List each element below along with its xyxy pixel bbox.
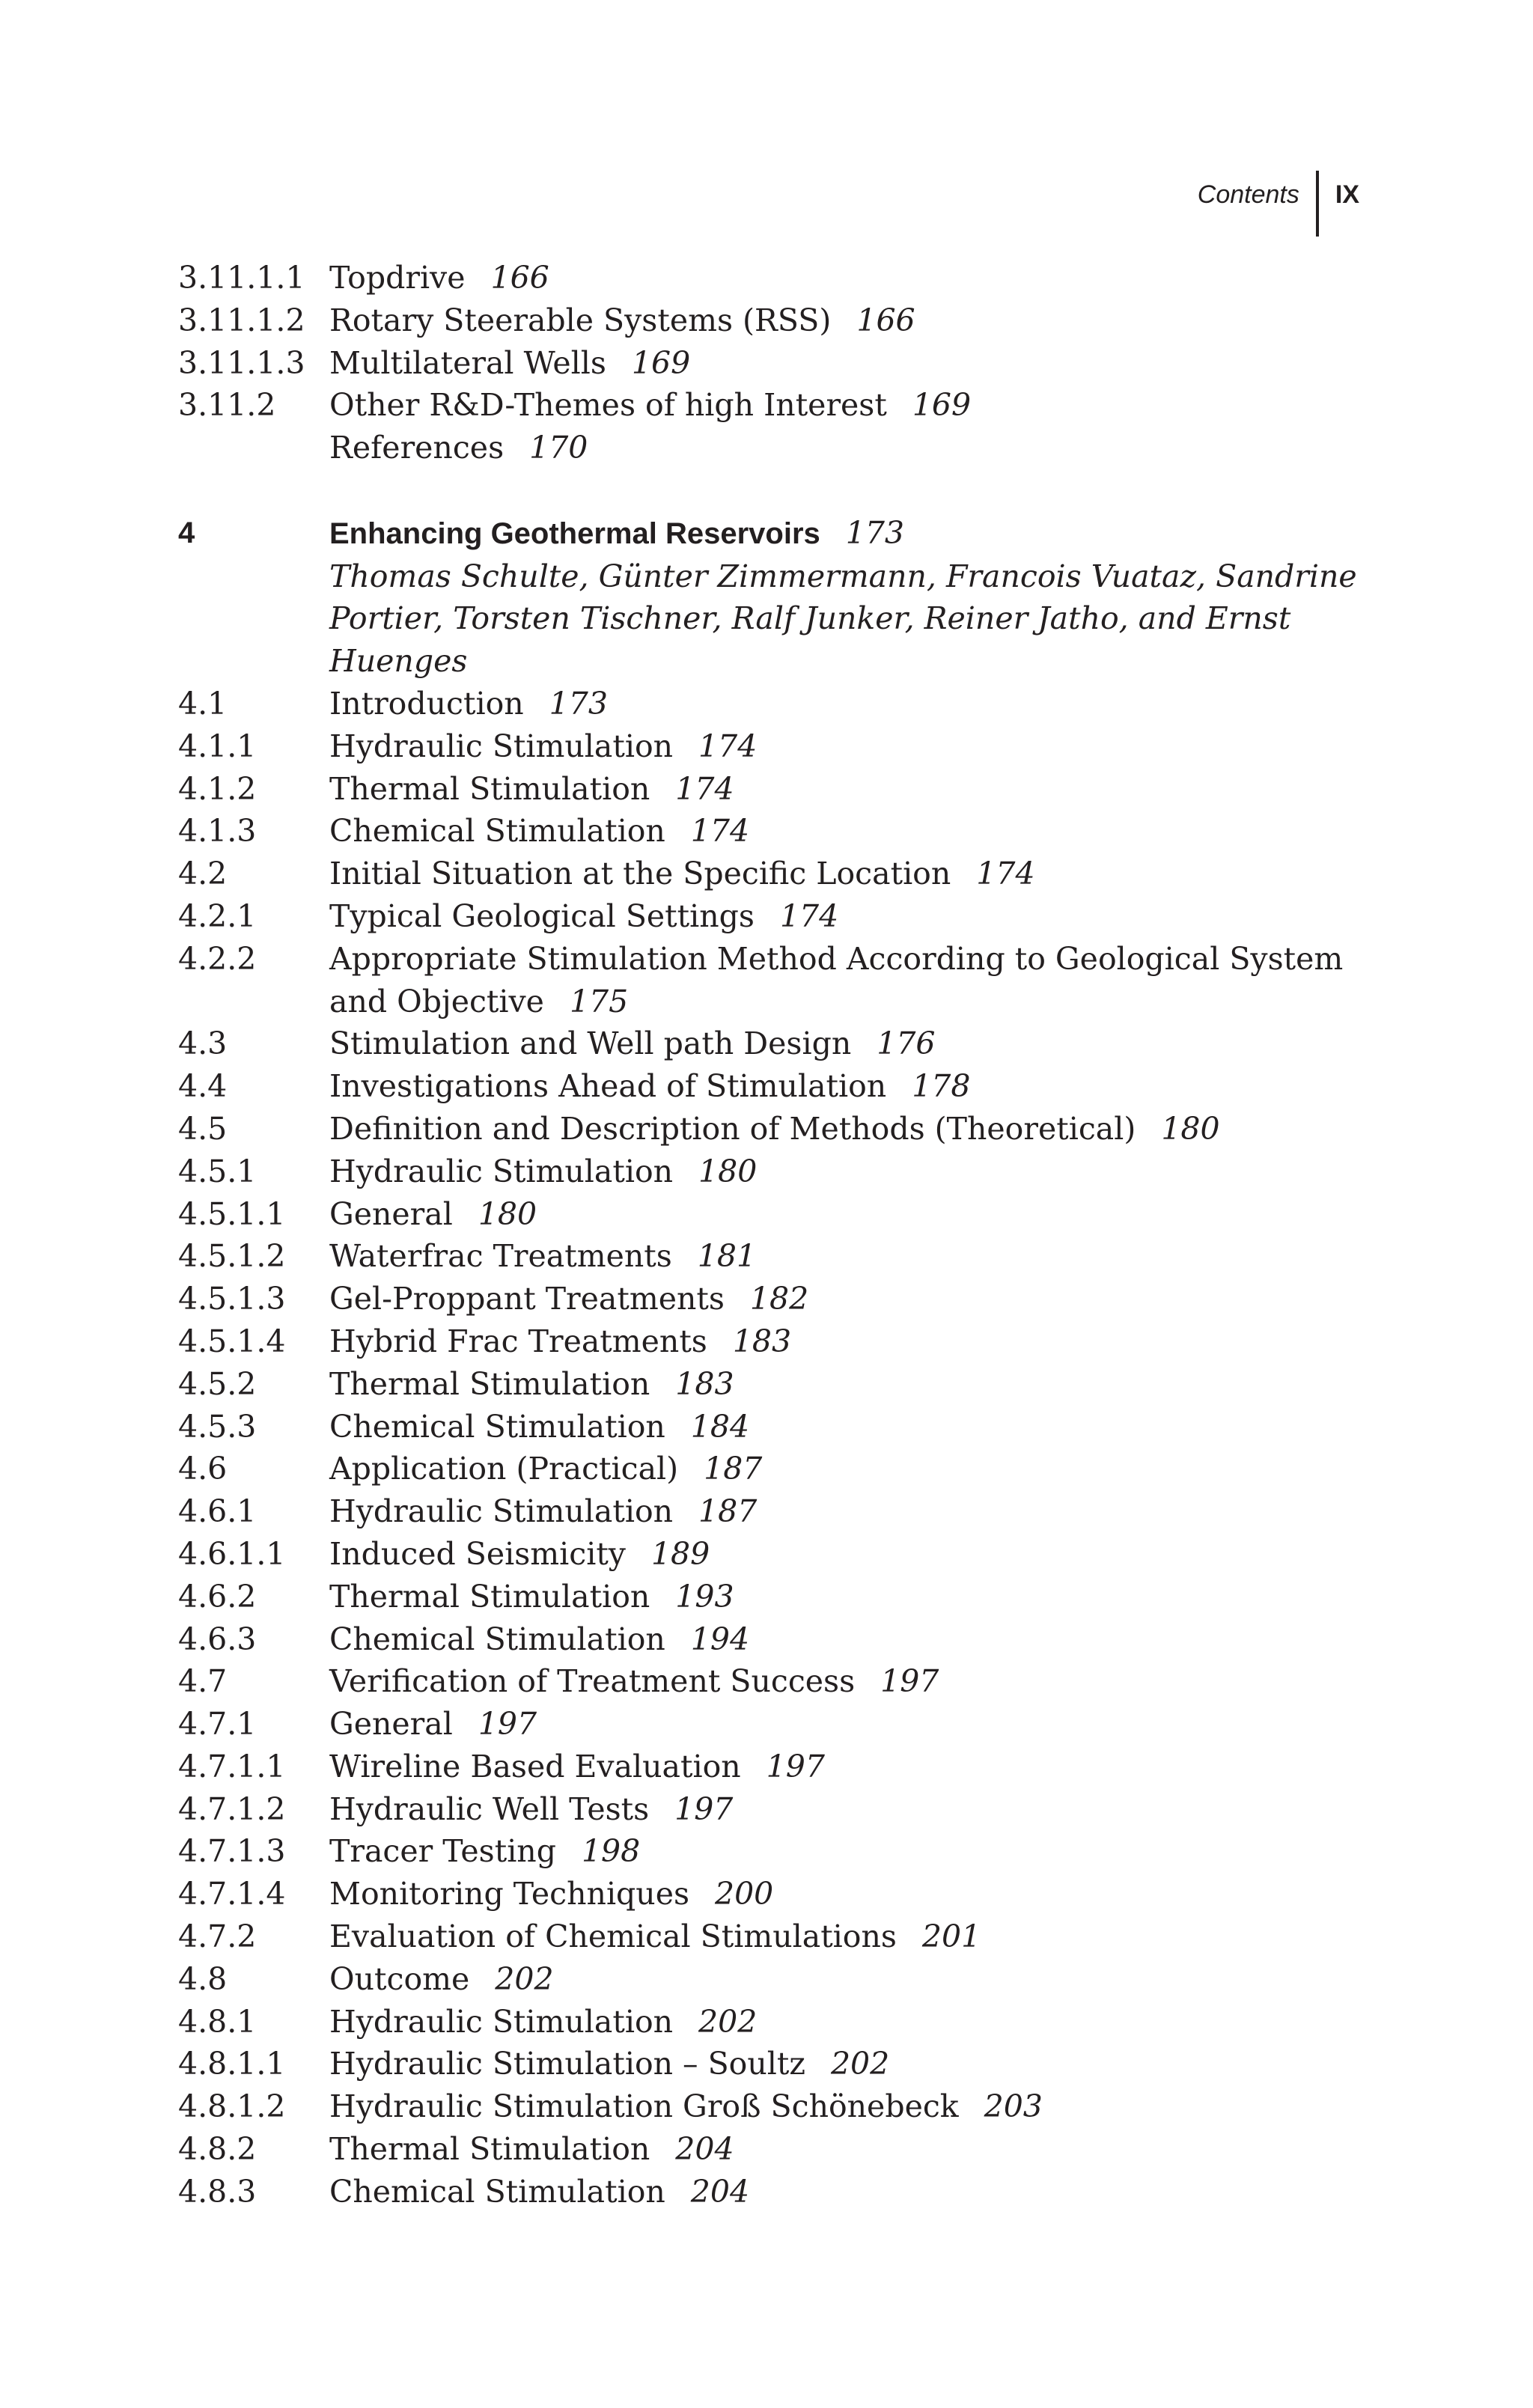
toc-entry-text — [329, 683, 1376, 725]
toc-entry[interactable] — [178, 810, 1376, 853]
toc-entry-page: 174 — [976, 856, 1035, 892]
toc-entry-title: Monitoring Techniques — [329, 1876, 690, 1912]
toc-entry-page: 180 — [698, 1153, 758, 1189]
toc-entry-title: Hydraulic Stimulation — [329, 2003, 674, 2040]
toc-entry-page: 189 — [650, 1535, 710, 1572]
toc-entry-page: 202 — [830, 2046, 890, 2082]
toc-entry-page: 204 — [690, 2173, 750, 2210]
toc-entry-title: Investigations Ahead of Stimulation — [329, 1068, 887, 1105]
toc-entry-number: 4.8 — [178, 1960, 228, 1997]
toc-entry-number: 4.7.1.2 — [178, 1790, 286, 1827]
toc-entry-page: 183 — [675, 1365, 734, 1402]
toc-entry[interactable] — [178, 1363, 1376, 1406]
toc-entry-page: 182 — [749, 1281, 809, 1317]
toc-entry-title: Typical Geological Settings — [329, 897, 755, 934]
toc-entry-page: 184 — [690, 1408, 750, 1445]
toc-entry-page: 187 — [704, 1451, 763, 1487]
toc-entry-text — [329, 1788, 1376, 1831]
toc-entry[interactable] — [178, 342, 1376, 385]
toc-entry-number: 4.7.1 — [178, 1706, 257, 1743]
toc-entry-number: 4.1 — [178, 685, 228, 722]
toc-entry-title: Outcome — [329, 1960, 470, 1997]
running-head-title: Contents — [1197, 180, 1299, 209]
toc-entry-title: Hydraulic Stimulation — [329, 1493, 674, 1530]
toc-entry-title: Hydraulic Stimulation – Soultz — [329, 2046, 805, 2082]
toc-entry-page: 166 — [856, 302, 915, 338]
toc-entry-text — [329, 768, 1376, 811]
toc-entry-number: 4.1.3 — [178, 813, 257, 850]
toc-entry[interactable] — [178, 1406, 1376, 1448]
toc-entry-title: Induced Seismicity — [329, 1535, 626, 1572]
toc-entry-number: 4.8.1.2 — [178, 2088, 286, 2125]
toc-entry[interactable] — [178, 1150, 1376, 1193]
toc-entry-title: Chemical Stimulation — [329, 2173, 665, 2210]
toc-entry-title: Hydraulic Stimulation — [329, 728, 674, 764]
toc-entry-title: General — [329, 1706, 453, 1743]
toc-entry[interactable] — [178, 1193, 1376, 1236]
toc-entry-number: 4.5.1 — [178, 1153, 257, 1189]
toc-entry[interactable] — [178, 1873, 1376, 1915]
toc-entry[interactable] — [178, 299, 1376, 342]
toc-entry-number: 4.5.2 — [178, 1365, 257, 1402]
toc-entry-text — [329, 1533, 1376, 1576]
toc-entry-text — [329, 1406, 1376, 1448]
toc-entry[interactable] — [178, 1235, 1376, 1278]
toc-entry-text — [329, 1576, 1376, 1618]
toc-entry-number: 4.4 — [178, 1068, 228, 1105]
toc-entry[interactable] — [178, 1746, 1376, 1788]
toc-entry-page: 176 — [877, 1025, 936, 1062]
toc-entry-title: Introduction — [329, 685, 524, 722]
toc-entry[interactable] — [178, 2001, 1376, 2043]
toc-entry[interactable] — [178, 1576, 1376, 1618]
toc-entry-number: 4.7.2 — [178, 1918, 257, 1955]
toc-entry-title: Application (Practical) — [329, 1451, 679, 1487]
toc-entry-page: 201 — [921, 1918, 981, 1955]
toc-entry-number: 4.7.1.4 — [178, 1876, 286, 1912]
toc-entry[interactable] — [178, 1703, 1376, 1746]
toc-entry[interactable] — [178, 683, 1376, 725]
page-number: IX — [1335, 180, 1359, 209]
toc-entry-page: 181 — [697, 1238, 757, 1275]
toc-entry-title: Wireline Based Evaluation — [329, 1748, 741, 1784]
toc-entry-number: 4.2.1 — [178, 897, 257, 934]
toc-entry-title: Thermal Stimulation — [329, 2131, 650, 2168]
toc-entry-title: Other R&D-Themes of high Interest — [329, 387, 887, 424]
toc-entry-text — [329, 427, 1376, 469]
toc-entry-title: Rotary Steerable Systems (RSS) — [329, 302, 832, 338]
toc-entry-page: 193 — [675, 1578, 734, 1615]
toc-chapter-entries — [178, 683, 1376, 2213]
toc-entry[interactable] — [178, 1788, 1376, 1831]
toc-entry[interactable] — [178, 895, 1376, 938]
toc-entry-text — [329, 1746, 1376, 1788]
toc-entry-text — [329, 1235, 1376, 1278]
toc-entry-text — [329, 1278, 1376, 1320]
toc-entry-text — [329, 938, 1376, 1023]
toc-entry[interactable] — [178, 1108, 1376, 1150]
chapter-authors: Thomas Schulte, Günter Zimmermann, Francois Vuataz, Sandrine Portier, Torsten Tischner, Ralf Junker, Reiner Jatho, and Ernst Huenges — [329, 558, 1357, 680]
toc-entry-number: 4.3 — [178, 1025, 228, 1062]
toc-entry-page: 180 — [1161, 1110, 1220, 1147]
toc-entry-number: 4.8.3 — [178, 2173, 257, 2210]
toc-entry-number: 4.6.2 — [178, 1578, 257, 1615]
toc-entry-number: 4.6.1.1 — [178, 1535, 286, 1572]
toc-entry-text — [329, 1618, 1376, 1661]
toc-entry[interactable] — [178, 1660, 1376, 1703]
toc-entry-text — [329, 1448, 1376, 1490]
toc-entry-page: 203 — [984, 2088, 1043, 2125]
toc-entry-text — [329, 299, 1376, 342]
toc-entry-text — [329, 2085, 1376, 2128]
chapter-number: 4 — [178, 516, 195, 549]
toc-entry-page: 174 — [675, 770, 734, 807]
toc-entry-page: 204 — [675, 2131, 734, 2168]
toc-entry-title: Hydraulic Stimulation — [329, 1153, 674, 1189]
toc-entry[interactable] — [178, 1533, 1376, 1576]
toc-entry-title: Chemical Stimulation — [329, 1408, 665, 1445]
toc-entry-title: Initial Situation at the Specific Location — [329, 856, 951, 892]
toc-entry[interactable] — [178, 725, 1376, 768]
toc-entry[interactable] — [178, 1830, 1376, 1873]
toc-entry-number: 3.11.1.3 — [178, 344, 305, 381]
toc-entry-title: Evaluation of Chemical Stimulations — [329, 1918, 897, 1955]
toc-entry[interactable] — [178, 2043, 1376, 2085]
toc-entry-title: Gel-Proppant Treatments — [329, 1281, 725, 1317]
toc-entry-page: 183 — [732, 1323, 792, 1359]
toc-entry-page: 187 — [698, 1493, 758, 1530]
toc-entry-text — [329, 1915, 1376, 1958]
running-head — [1198, 171, 1359, 237]
toc-entry-text — [329, 2171, 1376, 2213]
toc-entry-page: 197 — [674, 1790, 734, 1827]
toc-entry[interactable] — [178, 768, 1376, 811]
toc-entry-number: 3.11.1.1 — [178, 260, 305, 296]
toc-entry-title: Appropriate Stimulation Method According to Geological System and Objective — [329, 940, 1344, 1019]
toc-entry-title: Tracer Testing — [329, 1833, 556, 1870]
toc-entry-text — [329, 725, 1376, 768]
toc-entry[interactable] — [178, 1278, 1376, 1320]
toc-entry-text — [329, 1065, 1376, 1108]
toc-entry-text — [329, 1363, 1376, 1406]
toc-entry-text — [329, 1958, 1376, 2001]
toc-entry-text — [329, 2043, 1376, 2085]
toc-entry-number: 4.5.1.4 — [178, 1323, 286, 1359]
toc-entry[interactable] — [178, 2128, 1376, 2171]
toc-entry-number: 4.5.1.1 — [178, 1195, 286, 1232]
toc-entry-title: Topdrive — [329, 260, 466, 296]
toc-entry-number: 4.7 — [178, 1663, 228, 1700]
toc-entry-page: 178 — [912, 1068, 971, 1105]
chapter-title: Enhancing Geothermal Reservoirs — [329, 516, 820, 550]
toc-entry-text — [329, 342, 1376, 385]
toc-entry-title: References — [329, 430, 505, 466]
toc-entry-page: 175 — [569, 983, 629, 1019]
toc-entry-title: Verification of Treatment Success — [329, 1663, 856, 1700]
toc-entry-page: 200 — [715, 1876, 774, 1912]
toc-entry[interactable] — [178, 384, 1376, 427]
toc-entry-title: Hybrid Frac Treatments — [329, 1323, 707, 1359]
toc-entry-text — [329, 1320, 1376, 1363]
toc-entry-number: 4.7.1.3 — [178, 1833, 286, 1870]
toc-entry-page: 197 — [880, 1663, 939, 1700]
toc-entry-number: 4.6.1 — [178, 1493, 257, 1530]
toc-entry[interactable] — [178, 938, 1376, 1023]
toc-entry-text — [329, 2128, 1376, 2171]
toc-entry-number: 4.1.1 — [178, 728, 257, 764]
toc-entry-number: 4.8.2 — [178, 2131, 257, 2168]
toc-entry-page: 169 — [912, 387, 972, 424]
toc-entry[interactable] — [178, 427, 1376, 469]
toc-entry-title: Definition and Description of Methods (Theoretical) — [329, 1110, 1136, 1147]
toc-previous-chapter-entries — [178, 257, 1376, 469]
toc-entry-text — [329, 1490, 1376, 1533]
toc-entry-number: 3.11.1.2 — [178, 302, 305, 338]
toc-entry[interactable] — [178, 1065, 1376, 1108]
chapter-page: 173 — [845, 514, 905, 551]
toc-entry-number: 4.8.1 — [178, 2003, 257, 2040]
toc-entry[interactable] — [178, 1958, 1376, 2001]
toc-entry-text — [329, 1703, 1376, 1746]
toc-entry-text — [329, 1108, 1376, 1150]
toc-entry[interactable] — [178, 1320, 1376, 1363]
toc-entry-title: Hydraulic Stimulation Groß Schönebeck — [329, 2088, 959, 2125]
toc-entry-text — [329, 1873, 1376, 1915]
toc-entry-page: 180 — [478, 1195, 537, 1232]
toc-entry-title: Thermal Stimulation — [329, 1365, 650, 1402]
toc-entry-title: Chemical Stimulation — [329, 1621, 665, 1657]
toc-entry-page: 174 — [698, 728, 758, 764]
toc-entry-text — [329, 1660, 1376, 1703]
toc-entry[interactable] — [178, 1915, 1376, 1958]
toc-entry[interactable] — [178, 1022, 1376, 1065]
toc-entry-text — [329, 1830, 1376, 1873]
toc-entry[interactable] — [178, 257, 1376, 299]
toc-entry-page: 166 — [490, 260, 549, 296]
toc-entry-page: 174 — [690, 813, 750, 850]
toc-entry-number: 4.5 — [178, 1110, 228, 1147]
toc-entry-title: Waterfrac Treatments — [329, 1238, 672, 1275]
toc-entry-text — [329, 2001, 1376, 2043]
toc-entry-number: 3.11.2 — [178, 387, 276, 424]
toc-entry-page: 197 — [766, 1748, 825, 1784]
toc-entry[interactable] — [178, 1618, 1376, 1661]
toc-entry-text — [329, 1150, 1376, 1193]
toc-entry-text — [329, 384, 1376, 427]
toc-entry-number: 4.1.2 — [178, 770, 257, 807]
toc-entry-page: 198 — [581, 1833, 641, 1870]
toc-entry[interactable] — [178, 2085, 1376, 2128]
toc-entry-page: 202 — [495, 1960, 554, 1997]
toc-entry-number: 4.2.2 — [178, 940, 257, 977]
toc-entry[interactable] — [178, 853, 1376, 895]
chapter-authors-row — [178, 555, 1376, 683]
toc-entry-text — [329, 257, 1376, 299]
toc-entry-number: 4.6 — [178, 1451, 228, 1487]
toc-entry-number: 4.5.1.2 — [178, 1238, 286, 1275]
toc-entry-number: 4.8.1.1 — [178, 2046, 286, 2082]
toc-entry-text — [329, 895, 1376, 938]
table-of-contents — [178, 257, 1376, 2213]
toc-entry-page: 174 — [779, 897, 839, 934]
toc-entry-title: Thermal Stimulation — [329, 1578, 650, 1615]
toc-entry-page: 194 — [690, 1621, 750, 1657]
toc-entry-title: General — [329, 1195, 453, 1232]
running-head-divider — [1316, 171, 1319, 237]
toc-entry[interactable] — [178, 1448, 1376, 1490]
toc-entry-number: 4.5.3 — [178, 1408, 257, 1445]
toc-entry[interactable] — [178, 2171, 1376, 2213]
toc-entry-page: 197 — [478, 1706, 537, 1743]
toc-entry-title: Stimulation and Well path Design — [329, 1025, 852, 1062]
toc-entry-title: Hydraulic Well Tests — [329, 1790, 650, 1827]
toc-entry-title: Thermal Stimulation — [329, 770, 650, 807]
toc-entry-number: 4.6.3 — [178, 1621, 257, 1657]
toc-entry-text — [329, 1022, 1376, 1065]
toc-entry-page: 170 — [529, 430, 588, 466]
toc-entry-text — [329, 810, 1376, 853]
toc-entry-number: 4.2 — [178, 856, 228, 892]
toc-entry-number: 4.7.1.1 — [178, 1748, 286, 1784]
toc-entry-text — [329, 1193, 1376, 1236]
toc-entry-page: 169 — [631, 344, 691, 381]
toc-entry-number: 4.5.1.3 — [178, 1281, 286, 1317]
toc-entry-text — [329, 853, 1376, 895]
toc-entry-page: 173 — [549, 685, 608, 722]
toc-entry-title: Multilateral Wells — [329, 344, 606, 381]
toc-entry-page: 202 — [698, 2003, 758, 2040]
toc-entry[interactable] — [178, 1490, 1376, 1533]
chapter-heading[interactable] — [178, 512, 1376, 555]
toc-entry-title: Chemical Stimulation — [329, 813, 665, 850]
